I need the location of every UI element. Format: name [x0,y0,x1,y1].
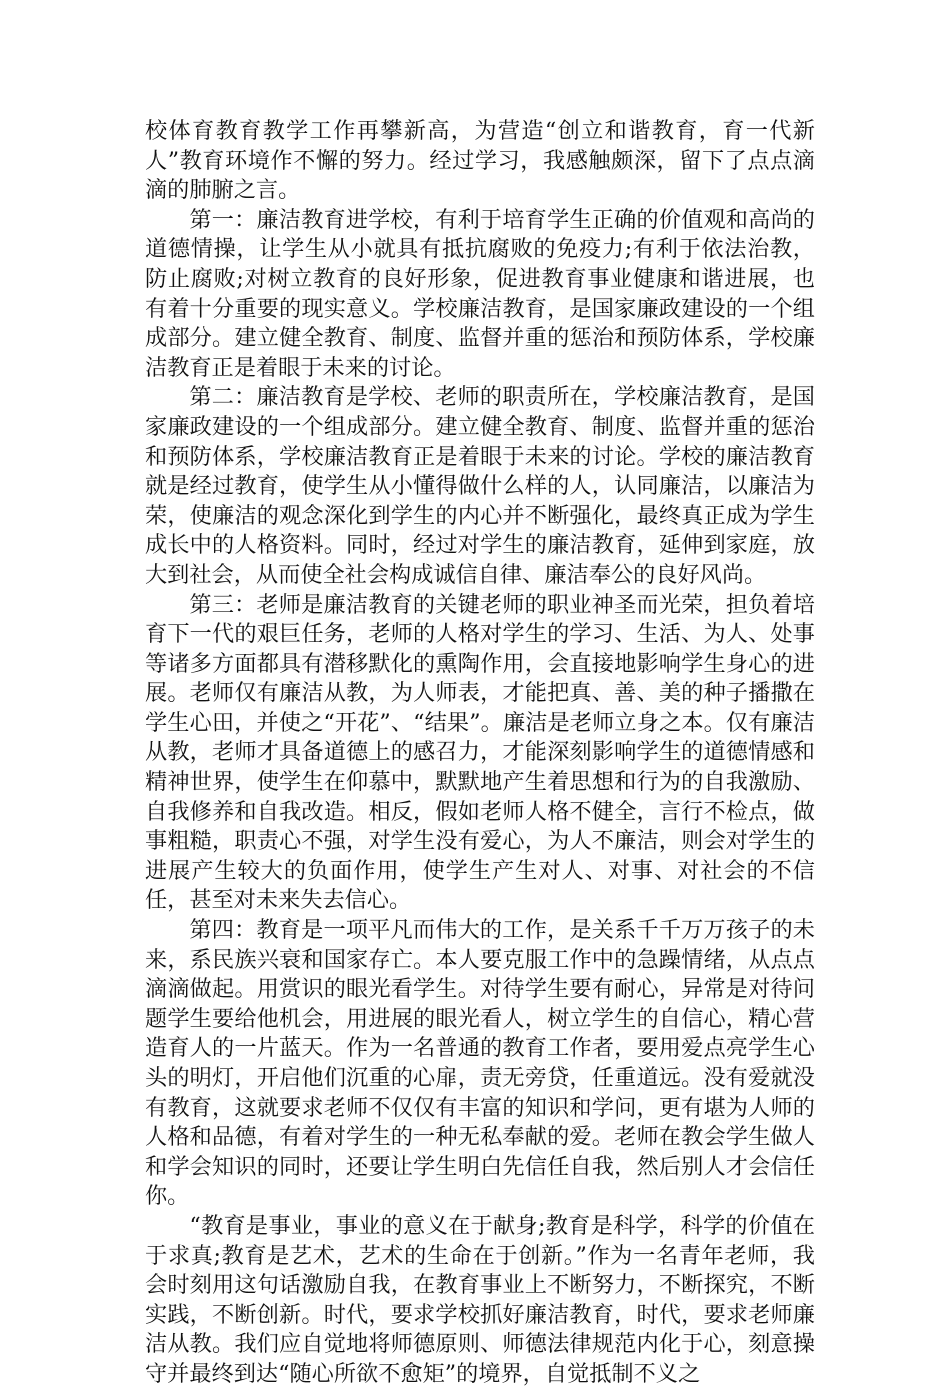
paragraph-fourth-point: 第四：教育是一项平凡而伟大的工作，是关系千千万万孩子的未来，系民族兴衰和国家存亡。本人要克服工作中的急躁情绪，从点点滴滴做起。用赏识的眼光看学生。对待学生要有耐心，异常是对待问题学生要给他机会，用进展的眼光看人，树立学生的自信心，精心营造育人的一片蓝天。作为一名普通的教育工作者，要用爱点亮学生心头的明灯，开启他们沉重的心扉，责无旁贷，任重道远。没有爱就没有教育，这就要求老师不仅仅有丰富的知识和学问，更有堪为人师的人格和品德，有着对学生的一种无私奉献的爱。老师在教会学生做人和学会知识的同时，还要让学生明白先信任自我，然后别人才会信任你。 [145,917,815,1210]
paragraph-second-point: 第二：廉洁教育是学校、老师的职责所在，学校廉洁教育，是国家廉政建设的一个组成部分。建立健全教育、制度、监督并重的惩治和预防体系，学校廉洁教育正是着眼于未来的讨论。学校的廉洁教育就是经过教育，使学生从小懂得做什么样的人，认同廉洁，以廉洁为荣，使廉洁的观念深化到学生的内心并不断强化，最终真正成为学生成长中的人格资料。同时，经过对学生的廉洁教育，延伸到家庭，放大到社会，从而使全社会构成诚信自律、廉洁奉公的良好风尚。 [145,384,815,588]
document-page [145,117,815,1390]
paragraph-first-point: 第一：廉洁教育进学校，有利于培育学生正确的价值观和高尚的道德情操，让学生从小就具有抵抗腐败的免疫力;有利于依法治教，防止腐败;对树立教育的良好形象，促进教育事业健康和谐进展，也有着十分重要的现实意义。学校廉洁教育，是国家廉政建设的一个组成部分。建立健全教育、制度、监督并重的惩治和预防体系，学校廉洁教育正是着眼于未来的讨论。 [145,206,815,381]
paragraph-third-point: 第三：老师是廉洁教育的关键老师的职业神圣而光荣，担负着培育下一代的艰巨任务，老师的人格对学生的学习、生活、为人、处事等诸多方面都具有潜移默化的熏陶作用，会直接地影响学生身心的进展。老师仅有廉洁从教，为人师表，才能把真、善、美的种子播撒在学生心田，并使之“开花”、“结果”。廉洁是老师立身之本。仅有廉洁从教，老师才具备道德上的感召力，才能深刻影响学生的道德情感和精神世界，使学生在仰慕中，默默地产生着思想和行为的自我激励、自我修养和自我改造。相反，假如老师人格不健全，言行不检点，做事粗糙，职责心不强，对学生没有爱心，为人不廉洁，则会对学生的进展产生较大的负面作用，使学生产生对人、对事、对社会的不信任，甚至对未来失去信心。 [145,591,815,914]
paragraph-quote: “教育是事业，事业的意义在于献身;教育是科学，科学的价值在于求真;教育是艺术，艺术的生命在于创新。”作为一名青年老师，我会时刻用这句话激励自我，在教育事业上不断努力，不断探究，不断实践，不断创新。时代，要求学校抓好廉洁教育，时代，要求老师廉洁从教。我们应自觉地将师德原则、师德法律规范内化于心，刻意操守并最终到达“随心所欲不愈矩”的境界，自觉抵制不义之 [145,1212,815,1387]
paragraph-intro: 校体育教育教学工作再攀新高，为营造“创立和谐教育，育一代新人”教育环境作不懈的努力。经过学习，我感触颇深，留下了点点滴滴的肺腑之言。 [145,118,815,204]
